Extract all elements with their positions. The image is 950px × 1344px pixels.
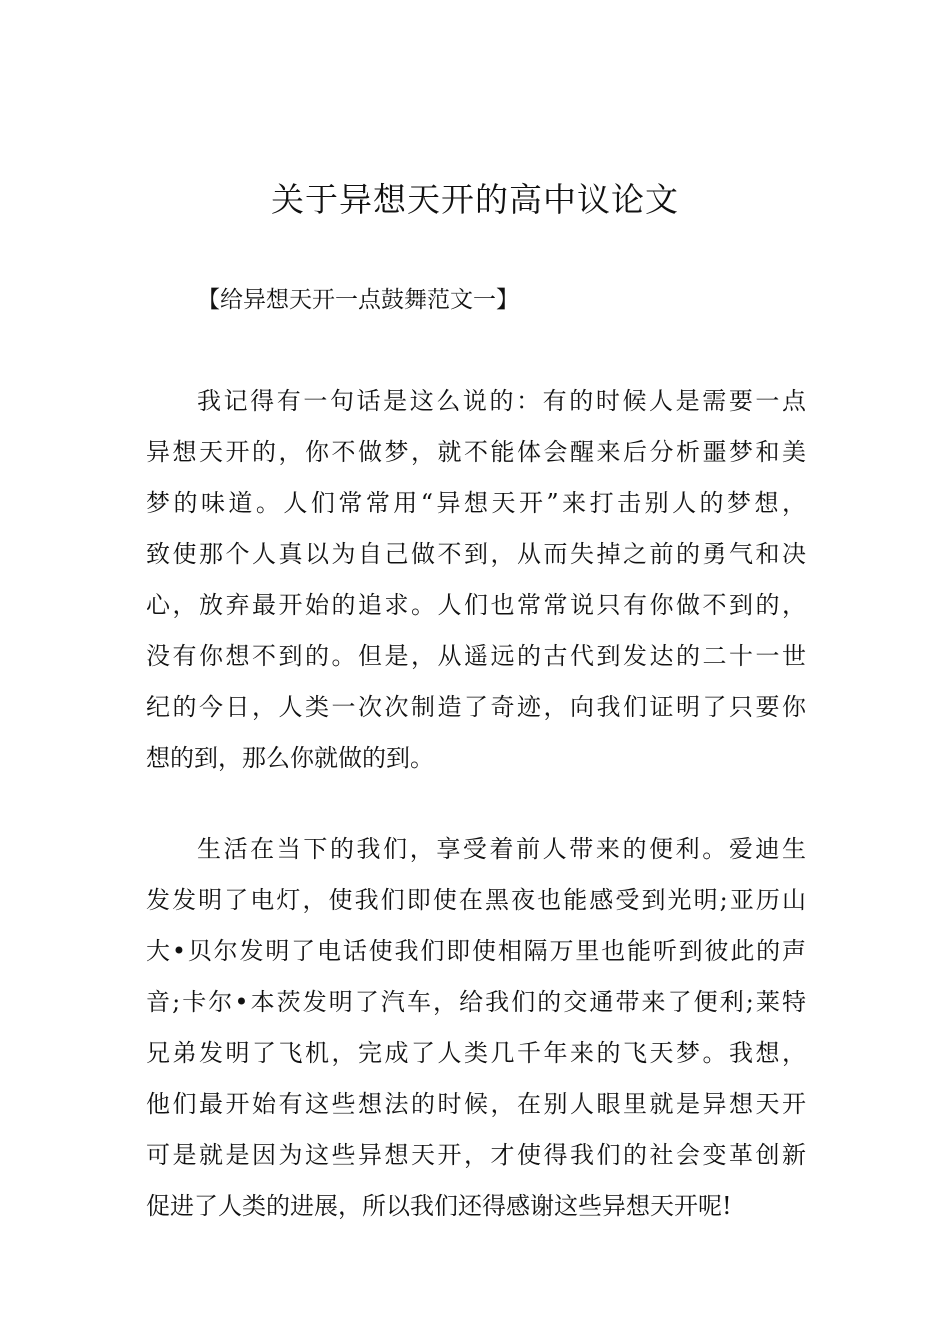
paragraph-2 — [146, 824, 806, 1232]
paragraph-1 — [146, 376, 806, 784]
paragraph-line: 心，放弃最开始的追求。人们也常常说只有你做不到的， — [146, 591, 806, 619]
paragraph-line: 致使那个人真以为自己做不到，从而失掉之前的勇气和决 — [146, 540, 806, 568]
paragraph-line: 生活在当下的我们，享受着前人带来的便利。爱迪生 — [197, 835, 806, 863]
document-title: 关于异想天开的高中议论文 — [271, 180, 679, 219]
paragraph-line: 可是就是因为这些异想天开，才使得我们的社会变革创新 — [146, 1141, 806, 1169]
paragraph-line: 纪的今日，人类一次次制造了奇迹，向我们证明了只要你 — [146, 693, 806, 721]
paragraph-line: 促进了人类的进展，所以我们还得感谢这些异想天开呢! — [146, 1192, 732, 1220]
paragraph-line: 没有你想不到的。但是，从遥远的古代到发达的二十一世 — [146, 642, 806, 670]
paragraph-line: 想的到，那么你就做的到。 — [146, 744, 434, 772]
paragraph-line: 我记得有一句话是这么说的：有的时候人是需要一点 — [197, 387, 806, 415]
paragraph-line: 梦的味道。人们常常用“异想天开”来打击别人的梦想， — [146, 489, 806, 517]
paragraph-line: 发发明了电灯，使我们即使在黑夜也能感受到光明;亚历山 — [146, 886, 806, 914]
paragraph-line: 他们最开始有这些想法的时候，在别人眼里就是异想天开 — [146, 1090, 806, 1118]
paragraph-line: 大•贝尔发明了电话使我们即使相隔万里也能听到彼此的声 — [146, 937, 806, 965]
paragraph-line: 音;卡尔•本茨发明了汽车，给我们的交通带来了便利;莱特 — [146, 988, 806, 1016]
paragraph-line: 兄弟发明了飞机，完成了人类几千年来的飞天梦。我想， — [146, 1039, 806, 1067]
paragraph-line: 异想天开的，你不做梦，就不能体会醒来后分析噩梦和美 — [146, 438, 806, 466]
section-heading: 【给异想天开一点鼓舞范文一】 — [197, 287, 519, 313]
